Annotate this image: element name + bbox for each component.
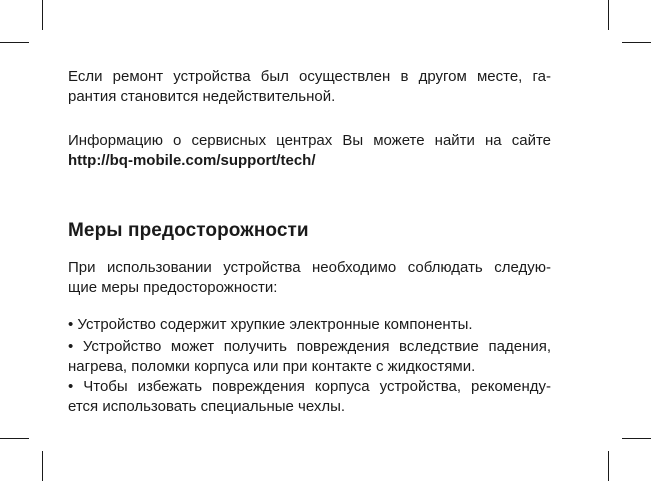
warranty-line-1: Если ремонт устройства был осуществлен в другом месте, га- [68,68,551,85]
crop-mark-top-left-horizontal [0,42,29,43]
precautions-intro-line-2: щие меры предосторожности: [68,279,278,296]
precaution-bullet-3 [68,377,551,417]
precaution-bullet-2 [68,337,551,377]
crop-mark-bottom-right-vertical [608,451,609,481]
service-info-line-1: Информацию о сервисных центрах Вы можете найти на сайте [68,132,551,149]
precaution-bullet-1 [68,315,551,335]
manual-page [68,0,551,481]
crop-mark-top-right-vertical [608,0,609,30]
precautions-intro [68,258,551,298]
crop-mark-bottom-left-vertical [42,451,43,481]
service-info-paragraph [68,131,551,171]
bullet-2-line-1: • Устройство может получить повреждения вследствие падения, [68,338,551,355]
precautions-heading: Меры предосторожности [68,220,309,241]
precautions-intro-line-1: При использовании устройства необходимо соблюдать следую- [68,259,551,276]
bullet-3-line-1: • Чтобы избежать повреждения корпуса устройства, рекоменду- [68,378,551,395]
bullet-3-line-2: ется использовать специальные чехлы. [68,398,346,415]
warranty-line-2: рантия становится недействительной. [68,88,336,105]
crop-mark-top-left-vertical [42,0,43,30]
crop-mark-bottom-right-horizontal [622,438,651,439]
crop-mark-top-right-horizontal [622,42,651,43]
crop-mark-bottom-left-horizontal [0,438,29,439]
bullet-2-line-2: нагрева, поломки корпуса или при контакте с жидкостями. [68,358,476,375]
warranty-paragraph [68,67,551,107]
bullet-1-line-1: • Устройство содержит хрупкие электронные компоненты. [68,316,473,333]
support-url-link[interactable]: http://bq-mobile.com/support/tech/ [68,152,316,169]
